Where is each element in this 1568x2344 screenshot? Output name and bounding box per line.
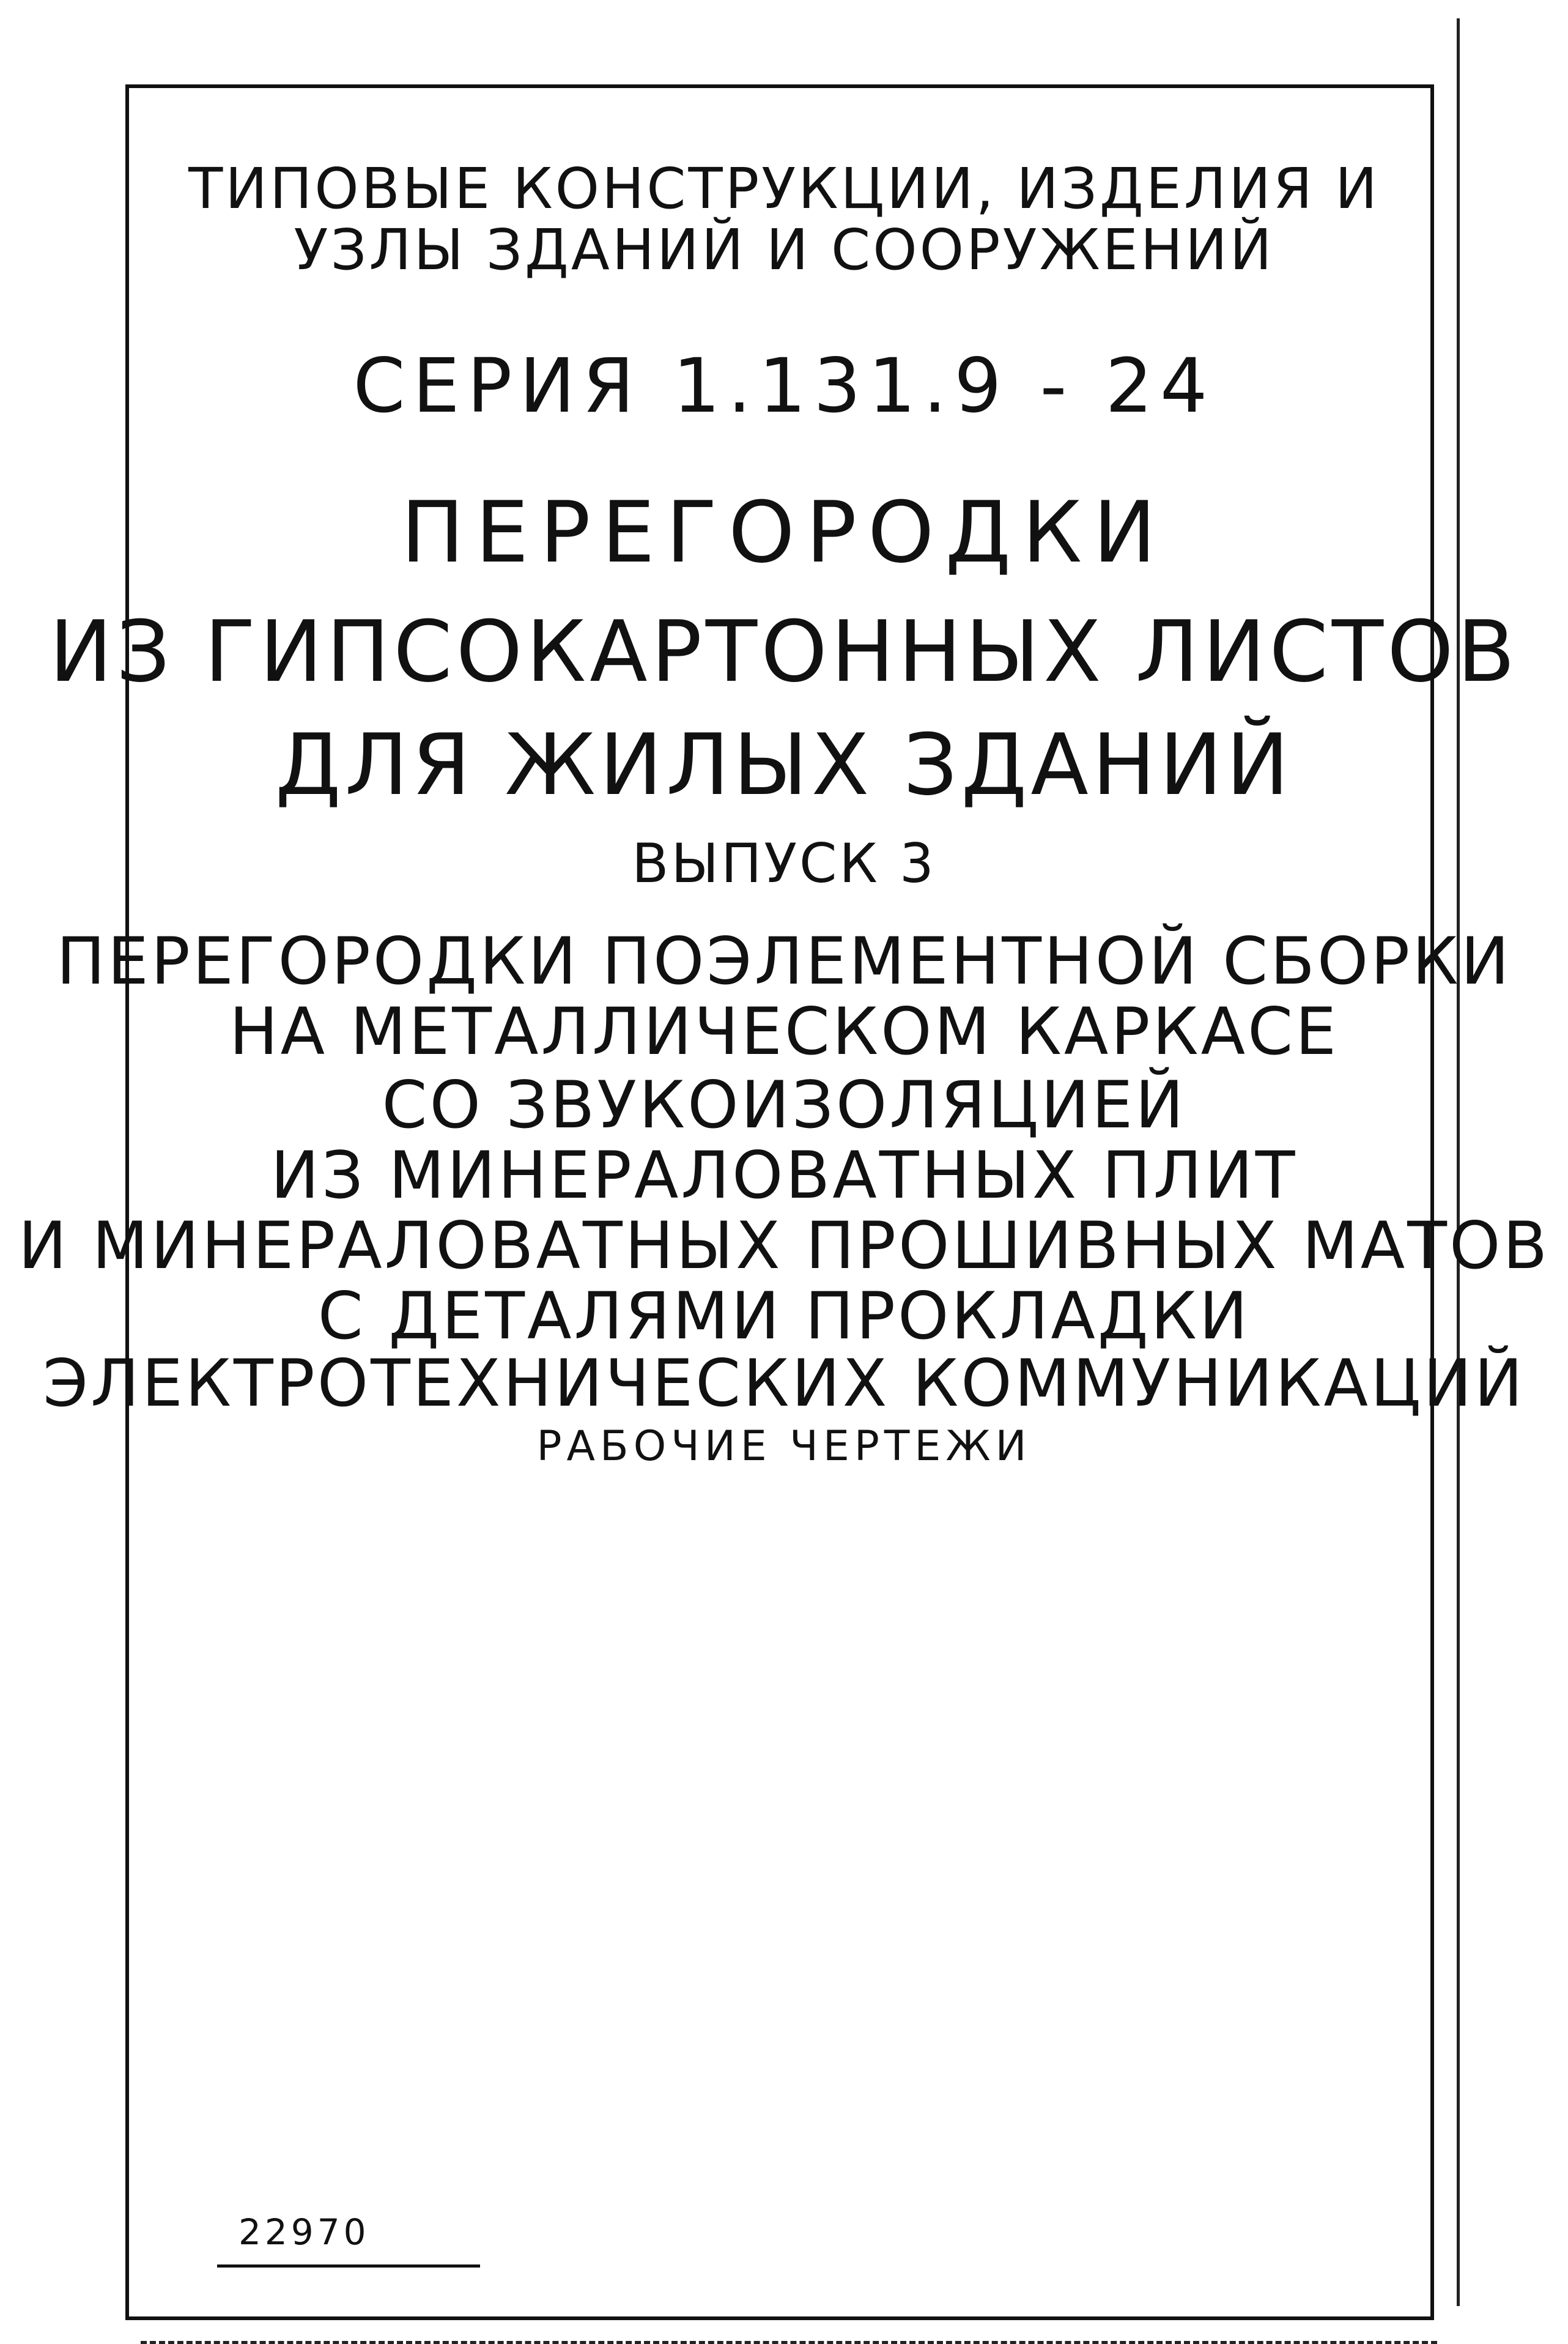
- subtitle-line-2: НА МЕТАЛЛИЧЕСКОМ КАРКАСЕ: [229, 994, 1339, 1069]
- header-line-1: ТИПОВЫЕ КОНСТРУКЦИИ, ИЗДЕЛИЯ И: [188, 156, 1380, 221]
- inventory-number: 22970: [239, 2211, 370, 2253]
- main-title-line-2: ИЗ ГИПСОКАРТОННЫХ ЛИСТОВ: [49, 603, 1519, 701]
- subtitle-line-4: ИЗ МИНЕРАЛОВАТНЫХ ПЛИТ: [270, 1138, 1298, 1213]
- subtitle-line-1: ПЕРЕГОРОДКИ ПОЭЛЕМЕНТНОЙ СБОРКИ: [56, 924, 1512, 999]
- inventory-number-underline: [217, 2264, 480, 2268]
- subtitle-line-7: ЭЛЕКТРОТЕХНИЧЕСКИХ КОММУНИКАЦИЙ: [43, 1346, 1525, 1421]
- document-type-label: РАБОЧИЕ ЧЕРТЕЖИ: [536, 1422, 1032, 1471]
- issue-label: ВЫПУСК 3: [632, 832, 936, 895]
- header-line-2: УЗЛЫ ЗДАНИЙ И СООРУЖЕНИЙ: [294, 217, 1274, 283]
- main-title-line-3: ДЛЯ ЖИЛЫХ ЗДАНИЙ: [275, 716, 1293, 814]
- series-title: СЕРИЯ 1.131.9 - 24: [353, 343, 1215, 429]
- title-frame-bottom-border: [141, 2341, 1437, 2344]
- subtitle-line-3: СО ЗВУКОИЗОЛЯЦИЕЙ: [382, 1067, 1186, 1143]
- subtitle-line-6: С ДЕТАЛЯМИ ПРОКЛАДКИ: [317, 1278, 1251, 1354]
- subtitle-line-5: И МИНЕРАЛОВАТНЫХ ПРОШИВНЫХ МАТОВ: [18, 1208, 1550, 1283]
- main-title-line-1: ПЕРЕГОРОДКИ: [401, 483, 1167, 582]
